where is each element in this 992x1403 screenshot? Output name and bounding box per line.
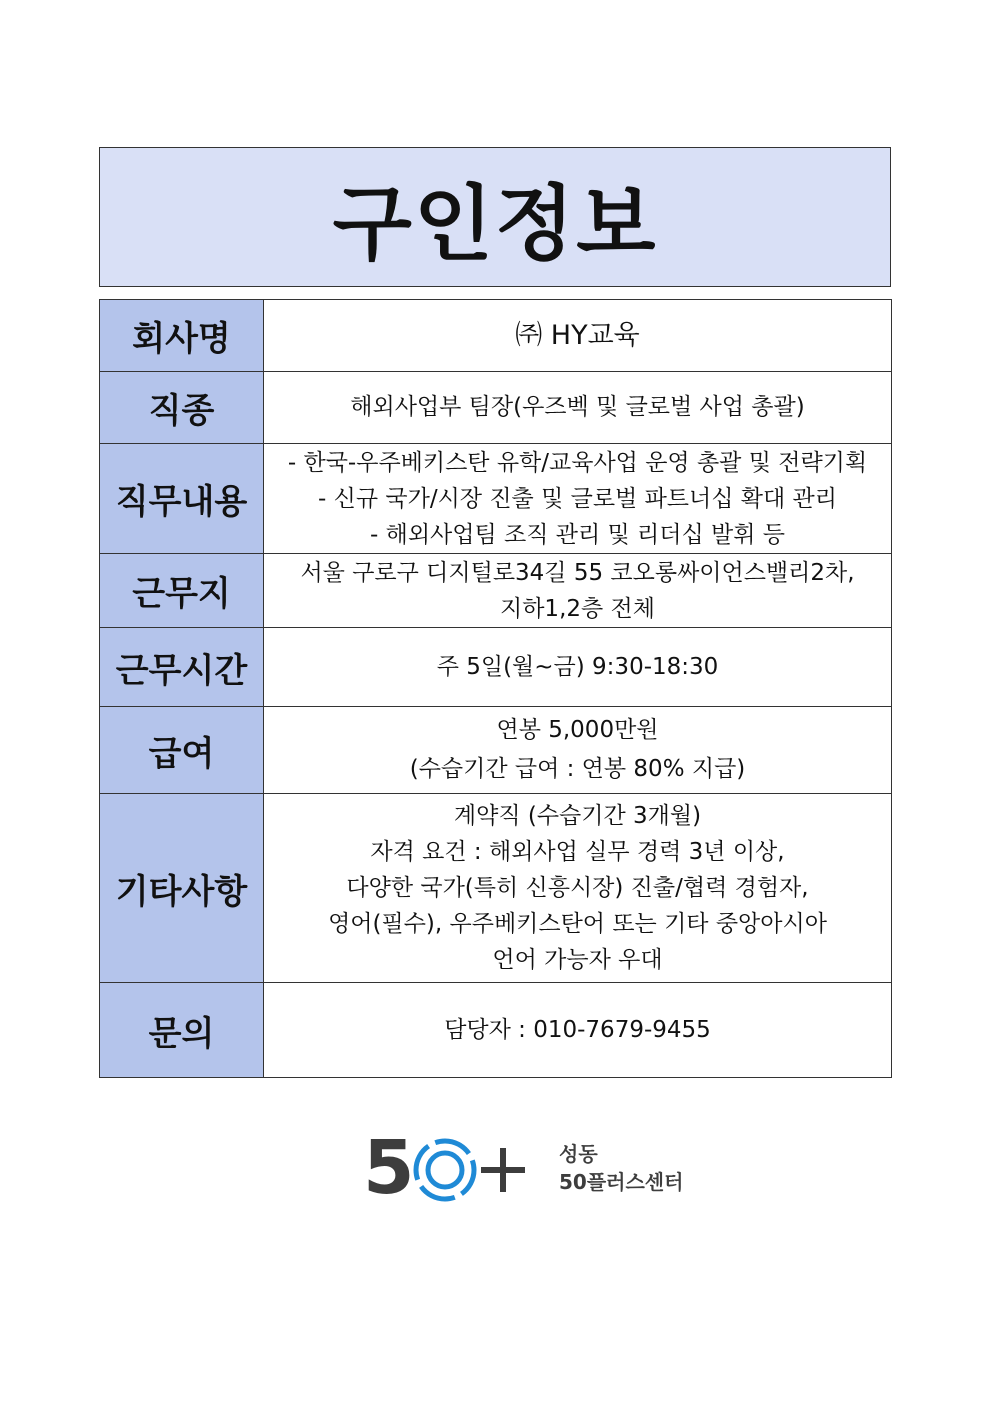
logo-plus-icon	[481, 1148, 525, 1192]
other-line-2: 자격 요건 : 해외사업 실무 경력 3년 이상,	[370, 839, 785, 865]
logo-text-line-1: 성동	[559, 1142, 598, 1166]
duty-line-1: - 한국-우주베키스탄 유학/교육사업 운영 총괄 및 전략기획	[287, 449, 868, 476]
label-other: 기타사항	[100, 794, 264, 983]
row-hours	[100, 628, 892, 707]
row-other	[100, 794, 892, 983]
logo-number: 5	[363, 1125, 415, 1211]
row-job-type	[100, 372, 892, 444]
value-duties	[264, 444, 892, 554]
row-salary	[100, 707, 892, 794]
value-location	[264, 554, 892, 628]
job-info-table	[99, 299, 892, 1078]
contact-text: 담당자 : 010-7679-9455	[444, 1016, 711, 1043]
label-company: 회사명	[100, 300, 264, 372]
job-type-text: 해외사업부 팀장(우즈벡 및 글로벌 사업 총괄)	[350, 394, 805, 420]
value-salary	[264, 707, 892, 794]
value-hours	[264, 628, 892, 707]
value-company	[264, 300, 892, 372]
value-job-type	[264, 372, 892, 444]
row-duties	[100, 444, 892, 554]
location-line-2: 지하1,2층 전체	[500, 595, 655, 622]
row-location	[100, 554, 892, 628]
other-line-4: 영어(필수), 우주베키스탄어 또는 기타 중앙아시아	[328, 911, 827, 937]
label-contact: 문의	[100, 983, 264, 1078]
duty-line-2: - 신규 국가/시장 진출 및 글로벌 파트너십 확대 관리	[318, 485, 837, 512]
label-duties: 직무내용	[100, 444, 264, 554]
other-line-3: 다양한 국가(특히 신흥시장) 진출/협력 경험자,	[346, 875, 809, 901]
other-line-5: 언어 가능자 우대	[492, 947, 663, 973]
logo-text-line-2: 50플러스센터	[559, 1170, 684, 1194]
row-contact	[100, 983, 892, 1078]
row-company	[100, 300, 892, 372]
seongdong-50plus-logo	[363, 1125, 693, 1211]
value-contact	[264, 983, 892, 1078]
hours-text: 주 5일(월~금) 9:30-18:30	[436, 653, 719, 680]
label-salary: 급여	[100, 707, 264, 794]
logo-wordmark	[559, 1140, 683, 1196]
logo-circle-icon	[411, 1136, 479, 1204]
location-line-1: 서울 구로구 디지털로34길 55 코오롱싸이언스밸리2차,	[300, 559, 855, 586]
duty-line-3: - 해외사업팀 조직 관리 및 리더십 발휘 등	[370, 521, 785, 548]
salary-line-2: (수습기간 급여 : 연봉 80% 지급)	[409, 756, 746, 782]
other-line-1: 계약직 (수습기간 3개월)	[453, 803, 702, 829]
title-banner	[99, 147, 891, 287]
value-other	[264, 794, 892, 983]
label-location: 근무지	[100, 554, 264, 628]
company-name: ㈜ HY교육	[515, 320, 640, 351]
label-job-type: 직종	[100, 372, 264, 444]
label-hours: 근무시간	[100, 628, 264, 707]
salary-line-1: 연봉 5,000만원	[496, 717, 659, 743]
page-title: 구인정보	[332, 176, 658, 272]
